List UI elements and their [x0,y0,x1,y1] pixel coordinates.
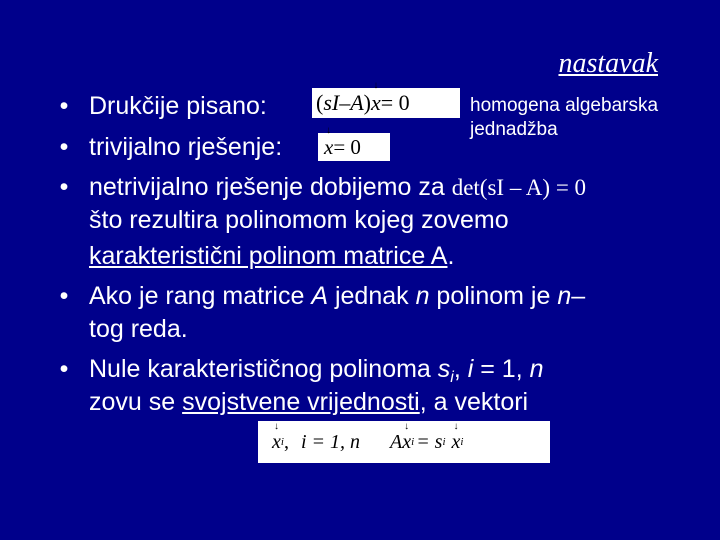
eq-comma: , [283,430,289,453]
text-b: jednak [328,282,416,310]
eq-subscript-i-2: i [411,436,415,448]
s-subscript: i [450,369,454,386]
eq-equals-s: = s [416,430,443,453]
n-var: n [415,282,430,310]
bullet-marker: • [59,92,69,120]
side-note: homogena algebarska jednadžba [470,95,659,140]
text-a: Ako je rang matrice [89,282,312,310]
eq-I: I [331,90,340,115]
eq-vector-x-3: ↓ x [452,431,461,454]
comma: , [453,355,468,383]
bullet-3-text: netrivijalno rješenje dobijemo za [89,173,452,201]
eq-A: A [390,430,403,453]
equation-homogeneous [312,88,460,118]
characteristic-polynomial-term: karakteristični polinom matrice A [89,242,448,270]
eq-vector-x: ↓ x [324,135,333,160]
bullet-3-line-2: što rezultira polinomom kojeg zovemo [89,206,509,234]
eq-vector-x: ↓ x [272,431,281,454]
text-c: = 1, [473,355,530,383]
eq-A: A [350,90,364,115]
eq-index-range: i = 1, n [300,430,361,453]
bullet-1-text: Drukčije pisano: [89,92,267,120]
eq-subscript-i: i [280,436,284,448]
eq-vector-x: ↓ x [371,90,381,116]
bullet-4-line-2: tog reda. [89,315,188,343]
bullet-3-line-3 [89,240,454,272]
slide-title: nastavak [558,48,658,79]
eq-vector-x-2: ↓ x [402,431,411,454]
text-a: Nule karakterističnog polinoma [89,355,438,383]
eq-rhs: = 0 [333,134,361,159]
n-var-2: n [557,282,572,310]
equation-eigenvectors [258,421,550,463]
eq-subscript-s-i: i [442,436,446,448]
eq-paren-close: ) [363,90,371,115]
bullet-marker: • [59,282,69,310]
dash: – [571,282,586,310]
eq-paren-open: ( [316,90,324,115]
bullet-marker: • [59,133,69,161]
i-var: i [467,355,474,383]
det-equation: det(sI – A) = 0 [451,175,587,200]
bullet-4-line-1 [89,280,585,312]
bullet-marker: • [59,355,69,383]
text-c: polinom je [429,282,558,310]
period: . [447,242,455,270]
text-b: , a vektori [419,388,529,416]
s-var: s [437,355,451,383]
eq-subscript-i-3: i [460,436,464,448]
bullet-2-text: trivijalno rješenje: [89,133,283,161]
eigenvalues-term: svojstvene vrijednosti [182,388,420,416]
bullet-5-line-2 [89,386,528,418]
text-a: zovu se [89,388,183,416]
equation-trivial [318,133,390,161]
eq-minus: – [339,90,351,115]
bullet-3-line-1 [89,171,586,204]
bullet-marker: • [59,173,69,201]
n-var: n [529,355,544,383]
eq-s: s [323,90,332,115]
matrix-A: A [311,282,329,310]
eq-rhs: = 0 [380,90,410,115]
